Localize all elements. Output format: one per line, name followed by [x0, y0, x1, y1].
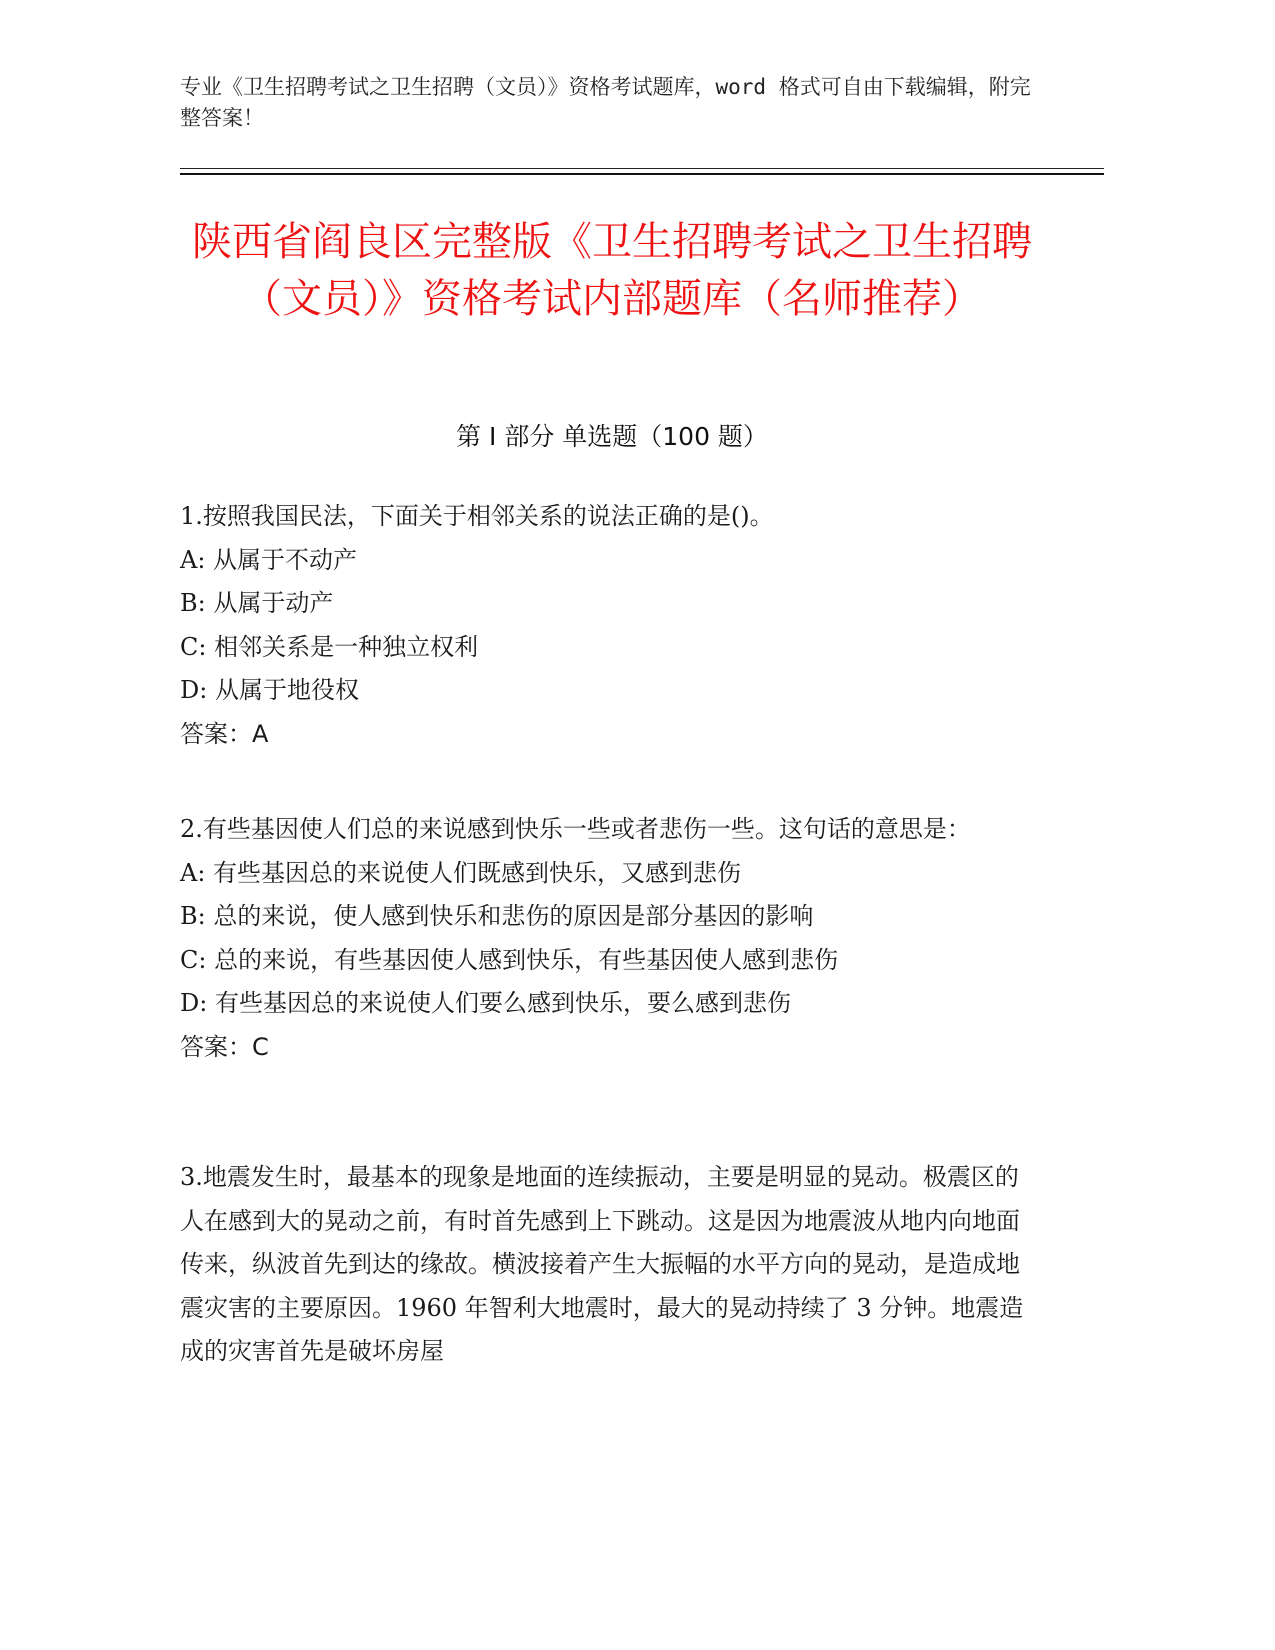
- option-b: B: 总的来说，使人感到快乐和悲伤的原因是部分基因的影响: [180, 902, 814, 930]
- option-d: D: 从属于地役权: [180, 676, 359, 704]
- option-b: B: 从属于动产: [180, 589, 334, 617]
- answer: 答案：C: [180, 1032, 269, 1061]
- option-a: A: 从属于不动产: [180, 545, 358, 574]
- header-divider-thin: [180, 168, 1104, 169]
- option-d: D: 有些基因总的来说使人们要么感到快乐，要么感到悲伤: [180, 989, 791, 1017]
- option-a: A: 有些基因总的来说使人们既感到快乐，又感到悲伤: [180, 858, 742, 887]
- header-divider-thick: [180, 173, 1104, 175]
- option-c: C: 相邻关系是一种独立权利: [180, 632, 479, 661]
- question-stem: 1.按照我国民法，下面关于相邻关系的说法正确的是()。: [180, 502, 774, 530]
- question-stem: 2.有些基因使人们总的来说感到快乐一些或者悲伤一些。这句话的意思是：: [180, 815, 971, 843]
- question-stem: 3.地震发生时，最基本的现象是地面的连续振动，主要是明显的晃动。极震区的人在感到大的晃动之前，有时首先感到上下跳动。这是因为地震波从地内向地面传来，纵波首先到达的缘故。横波接着产生大振幅的水平方向的晃动，是造成地震灾害的主要原因。1960 年智利大地震时，最大的晃动持续了 3 分钟。地震造成的灾害首先是破坏房屋: [180, 1163, 1024, 1365]
- document-title: 陕西省阎良区完整版《卫生招聘考试之卫生招聘（文员）》资格考试内部题库（名师推荐）: [192, 219, 1032, 322]
- question-2: [180, 808, 1040, 1069]
- question-1: [180, 495, 1040, 756]
- header-note: 专业《卫生招聘考试之卫生招聘（文员）》资格考试题库，word 格式可自由下载编辑，附完整答案！: [180, 75, 1031, 130]
- question-3: [180, 1156, 1040, 1374]
- option-c: C: 总的来说，有些基因使人感到快乐，有些基因使人感到悲伤: [180, 945, 839, 974]
- answer: 答案：A: [180, 719, 269, 748]
- section-heading: 第 I 部分 单选题（100 题）: [456, 422, 768, 451]
